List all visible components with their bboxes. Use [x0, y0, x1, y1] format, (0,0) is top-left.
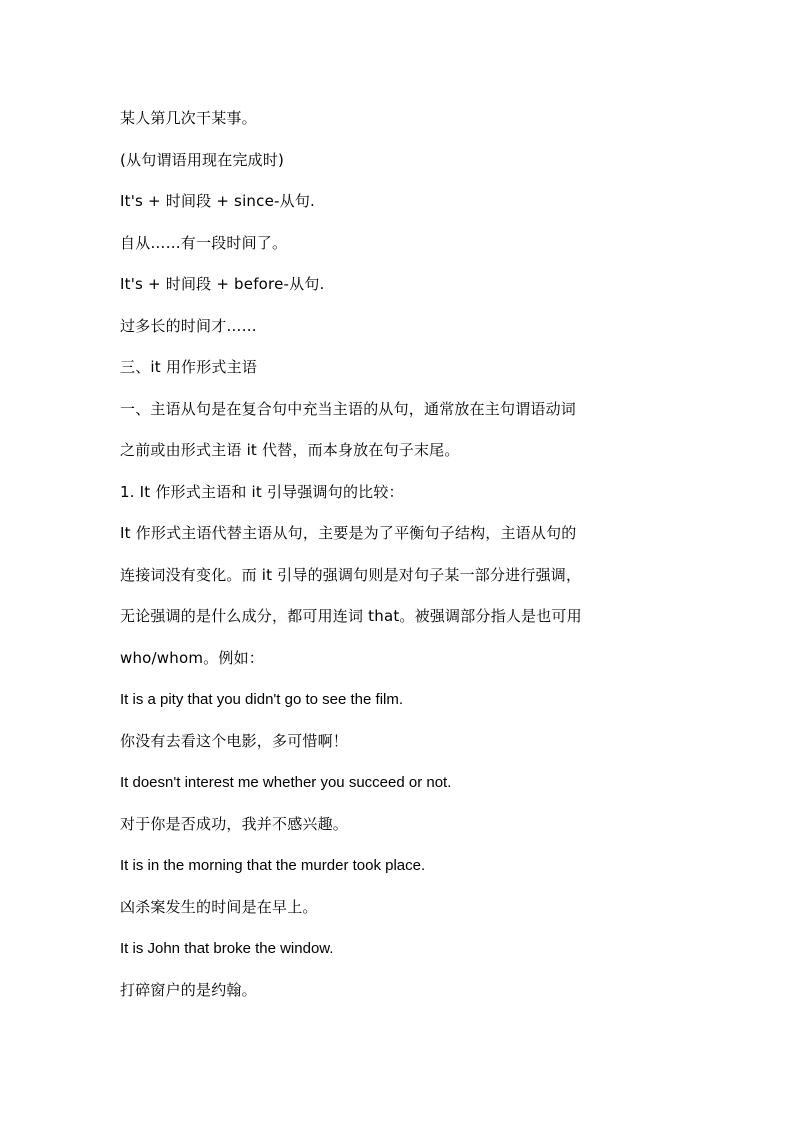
text-line: (从句谓语用现在完成时) [120, 150, 285, 169]
text-line: 连接词没有变化。而 it 引导的强调句则是对句子某一部分进行强调， [120, 565, 582, 584]
example-sentence: It is a pity that you didn't go to see the film. [120, 691, 404, 708]
text-line: 过多长的时间才…… [120, 316, 257, 335]
text-line: 无论强调的是什么成分，都可用连词 that。被强调部分指人是也可用 [120, 607, 582, 625]
text-line: who/whom。例如： [120, 648, 264, 667]
text-line: It 作形式主语代替主语从句，主要是为了平衡句子结构，主语从句的 [120, 524, 577, 542]
text-line: 某人第几次干某事。 [120, 109, 257, 127]
subheading: 1. It 作形式主语和 it 引导强调句的比较： [120, 482, 404, 501]
example-sentence: It is in the morning that the murder took place. [120, 857, 426, 874]
text-line: 自从……有一段时间了。 [120, 233, 288, 252]
example-translation: 打碎窗户的是约翰。 [120, 980, 257, 999]
text-line: 一、主语从句是在复合句中充当主语的从句，通常放在主句谓语动词 [120, 399, 577, 418]
example-sentence: It doesn't interest me whether you succeed or not. [120, 774, 452, 791]
text-line: It's + 时间段 + since-从句. [120, 192, 315, 210]
text-line: 之前或由形式主语 it 代替，而本身放在句子末尾。 [120, 441, 460, 459]
document-body [120, 98, 680, 1011]
example-translation: 你没有去看这个电影，多可惜啊！ [120, 731, 349, 750]
example-translation: 凶杀案发生的时间是在早上。 [120, 897, 318, 916]
text-line: It's + 时间段 + before-从句. [120, 275, 325, 293]
section-heading: 三、it 用作形式主语 [120, 358, 258, 376]
example-sentence: It is John that broke the window. [120, 940, 334, 957]
example-translation: 对于你是否成功，我并不感兴趣。 [120, 814, 349, 833]
